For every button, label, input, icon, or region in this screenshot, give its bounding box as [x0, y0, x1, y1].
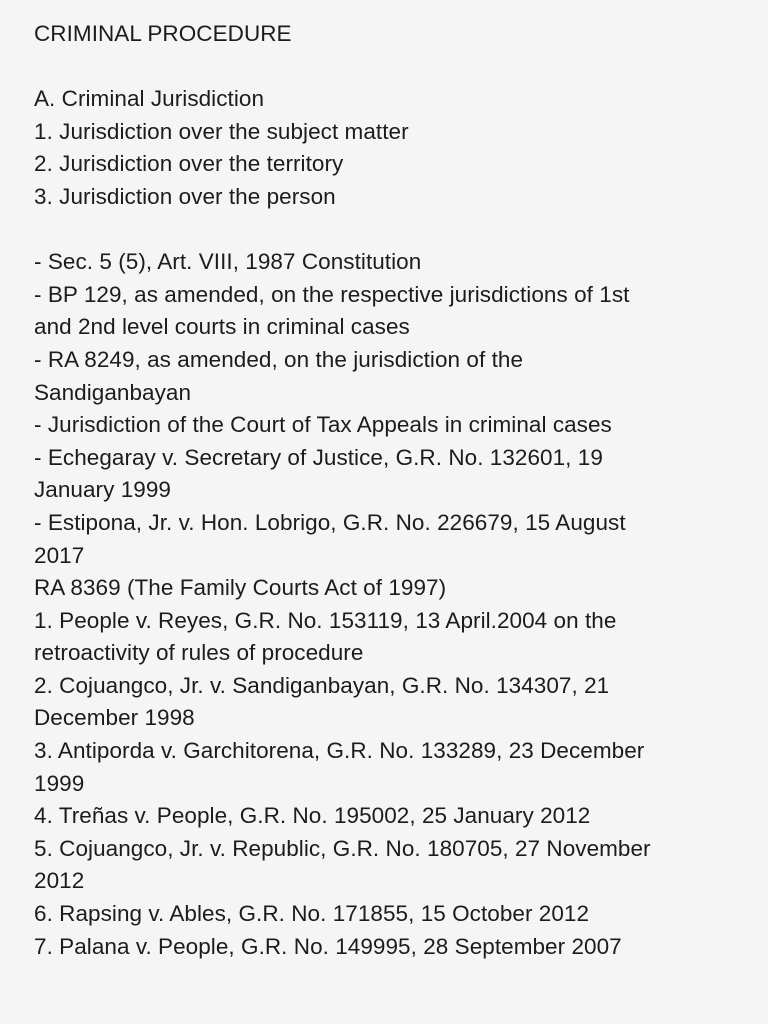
text-line: December 1998 — [34, 705, 195, 731]
text-line: and 2nd level courts in criminal cases — [34, 314, 410, 340]
text-line: - Sec. 5 (5), Art. VIII, 1987 Constitution — [34, 249, 422, 275]
text-line: Sandiganbayan — [34, 379, 192, 405]
topic-item: 3. Jurisdiction over the person — [34, 183, 336, 209]
text-line: RA 8369 (The Family Courts Act of 1997) — [34, 575, 447, 601]
text-line: - Estipona, Jr. v. Hon. Lobrigo, G.R. No. 226679, 15 August — [34, 509, 626, 535]
topic-item: 2. Jurisdiction over the territory — [34, 151, 344, 177]
text-line: 5. Cojuangco, Jr. v. Republic, G.R. No. 180705, 27 November — [34, 835, 651, 861]
text-line: - RA 8249, as amended, on the jurisdiction of the — [34, 346, 524, 372]
document-title: CRIMINAL PROCEDURE — [34, 21, 292, 46]
text-line: 2012 — [34, 868, 85, 894]
text-line: - Jurisdiction of the Court of Tax Appeals in criminal cases — [34, 412, 612, 438]
text-line: 1999 — [34, 770, 85, 796]
text-line: retroactivity of rules of procedure — [34, 640, 364, 666]
text-line: 2. Cojuangco, Jr. v. Sandiganbayan, G.R. No. 134307, 21 — [34, 672, 610, 698]
text-line: 1. People v. Reyes, G.R. No. 153119, 13 April.2004 on the — [34, 607, 617, 633]
section-heading: A. Criminal Jurisdiction — [34, 86, 265, 112]
text-line: 4. Treñas v. People, G.R. No. 195002, 25 January 2012 — [34, 803, 591, 829]
text-line: 6. Rapsing v. Ables, G.R. No. 171855, 15 October 2012 — [34, 901, 590, 927]
text-line: - BP 129, as amended, on the respective jurisdictions of 1st — [34, 281, 630, 307]
text-line: January 1999 — [34, 477, 171, 503]
text-line: 7. Palana v. People, G.R. No. 149995, 28 September 2007 — [34, 933, 622, 959]
text-line: 3. Antiporda v. Garchitorena, G.R. No. 133289, 23 December — [34, 738, 645, 764]
blank-line — [34, 51, 738, 84]
text-line: 2017 — [34, 542, 85, 568]
text-line: - Echegaray v. Secretary of Justice, G.R. No. 132601, 19 — [34, 444, 603, 470]
topic-item: 1. Jurisdiction over the subject matter — [34, 118, 409, 144]
blank-line — [34, 214, 738, 247]
